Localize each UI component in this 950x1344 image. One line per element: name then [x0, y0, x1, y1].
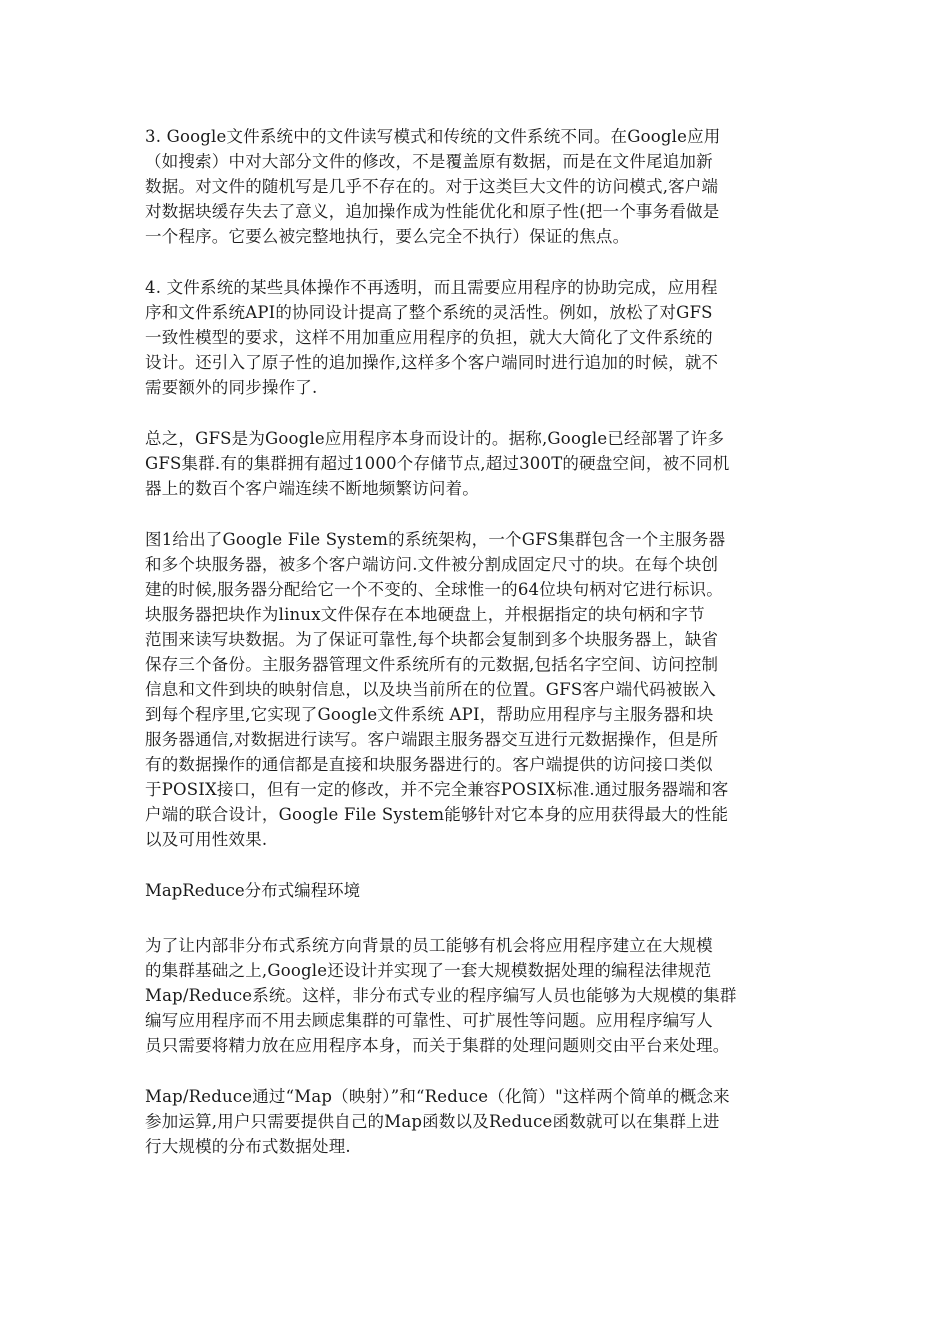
text-line: 对数据块缓存失去了意义，追加操作成为性能优化和原子性(把一个事务看做是: [145, 202, 720, 221]
paragraph-mapreduce-intro: [145, 933, 810, 1058]
paragraph-3: [145, 124, 810, 249]
paragraph-summary: [145, 426, 810, 501]
paragraph-4: [145, 275, 810, 400]
text-line: 到每个程序里,它实现了Google文件系统 API，帮助应用程序与主服务器和块: [145, 705, 714, 724]
text-line: 一个程序。它要么被完整地执行，要么完全不执行）保证的焦点。: [145, 227, 630, 246]
text-line: 员只需要将精力放在应用程序本身，而关于集群的处理问题则交由平台来处理。: [145, 1036, 730, 1055]
text-line: 一致性模型的要求，这样不用加重应用程序的负担，就大大简化了文件系统的: [145, 328, 713, 347]
text-line: 信息和文件到块的映射信息，以及块当前所在的位置。GFS客户端代码被嵌入: [145, 680, 716, 699]
text-line: 的集群基础之上,Google还设计并实现了一套大规模数据处理的编程法律规范: [145, 961, 712, 980]
text-line: 总之，GFS是为Google应用程序本身而设计的。据称,Google已经部署了许多: [145, 429, 725, 448]
text-line: 4. 文件系统的某些具体操作不再透明，而且需要应用程序的协助完成，应用程: [145, 278, 718, 297]
text-line: 户端的联合设计，Google File System能够针对它本身的应用获得最大的性能: [145, 805, 729, 824]
text-line: 和多个块服务器，被多个客户端访问.文件被分割成固定尺寸的块。在每个块创: [145, 555, 719, 574]
text-line: 块服务器把块作为linux文件保存在本地硬盘上，并根据指定的块句柄和字节: [145, 605, 705, 624]
text-line: 图1给出了Google File System的系统架构，一个GFS集群包含一个主服务器: [145, 530, 726, 549]
text-line: 以及可用性效果.: [145, 830, 268, 849]
text-line: 服务器通信,对数据进行读写。客户端跟主服务器交互进行元数据操作，但是所: [145, 730, 719, 749]
text-line: 序和文件系统API的协同设计提高了整个系统的灵活性。例如，放松了对GFS: [145, 303, 713, 322]
text-line: Map/Reduce通过“Map（映射）”和“Reduce（化简）"这样两个简单的概念来: [145, 1087, 730, 1106]
text-line: 建的时候,服务器分配给它一个不变的、全球惟一的64位块句柄对它进行标识。: [145, 580, 723, 599]
text-line: 于POSIX接口，但有一定的修改，并不完全兼容POSIX标准.通过服务器端和客: [145, 780, 729, 799]
text-line: （如搜索）中对大部分文件的修改，不是覆盖原有数据，而是在文件尾追加新: [145, 152, 713, 171]
paragraph-mapreduce-detail: [145, 1084, 810, 1159]
text-line: 设计。还引入了原子性的追加操作,这样多个客户端同时进行追加的时候，就不: [145, 353, 719, 372]
text-line: 行大规模的分布式数据处理.: [145, 1137, 351, 1156]
text-line: 器上的数百个客户端连续不断地频繁访问着。: [145, 479, 479, 498]
text-line: 范围来读写块数据。为了保证可靠性,每个块都会复制到多个块服务器上，缺省: [145, 630, 719, 649]
heading-text: MapReduce分布式编程环境: [145, 881, 361, 900]
text-line: 有的数据操作的通信都是直接和块服务器进行的。客户端提供的访问接口类似: [145, 755, 713, 774]
text-line: 数据。对文件的随机写是几乎不存在的。对于这类巨大文件的访问模式,客户端: [145, 177, 719, 196]
text-line: 参加运算,用户只需要提供自己的Map函数以及Reduce函数就可以在集群上进: [145, 1112, 720, 1131]
paragraph-architecture: [145, 527, 810, 852]
text-line: 保存三个备份。主服务器管理文件系统所有的元数据,包括名字空间、访问控制: [145, 655, 719, 674]
text-line: 编写应用程序而不用去顾虑集群的可靠性、可扩展性等问题。应用程序编写人: [145, 1011, 713, 1030]
text-line: 需要额外的同步操作了.: [145, 378, 318, 397]
text-line: GFS集群.有的集群拥有超过1000个存储节点,超过300T的硬盘空间，被不同机: [145, 454, 730, 473]
text-line: 3. Google文件系统中的文件读写模式和传统的文件系统不同。在Google应用: [145, 127, 721, 146]
section-heading-mapreduce: [145, 878, 810, 903]
text-line: Map/Reduce系统。这样，非分布式专业的程序编写人员也能够为大规模的集群: [145, 986, 737, 1005]
document-page: [145, 124, 810, 1185]
text-line: 为了让内部非分布式系统方向背景的员工能够有机会将应用程序建立在大规模: [145, 936, 713, 955]
